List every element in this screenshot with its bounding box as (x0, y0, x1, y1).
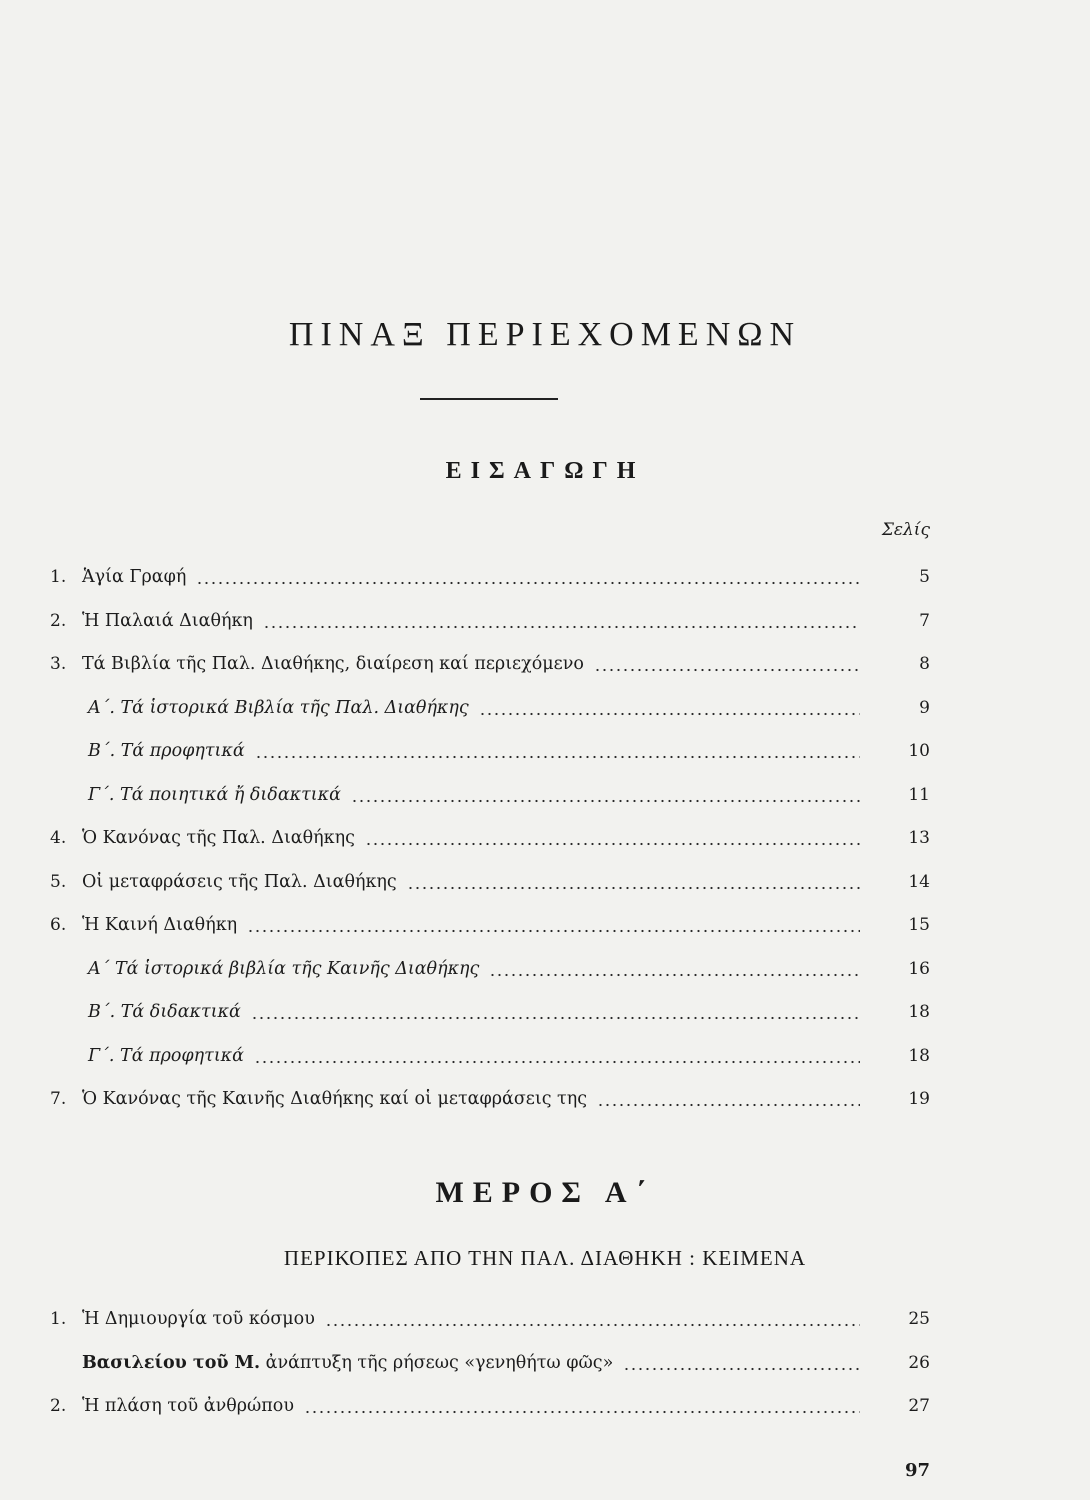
intro-heading: ΕΙΣΑΓΩΓΗ (445, 458, 645, 484)
entry-page: 11 (908, 784, 930, 805)
dot-leader (479, 712, 860, 716)
dot-leader (594, 668, 860, 672)
dot-leader (251, 1016, 860, 1020)
entry-page: 27 (908, 1396, 930, 1416)
entry-number: 1. (50, 1309, 67, 1329)
dot-leader (325, 1323, 860, 1327)
dot-leader (597, 1103, 860, 1107)
entry-title: Γ΄. Τά ποιητικά ἤ διδακτικά (88, 784, 341, 805)
dot-leader (365, 842, 860, 846)
entry-page: 9 (919, 697, 930, 718)
intro-entry (0, 567, 1090, 597)
entry-title: Ὁ Κανόνας τῆς Καινῆς Διαθήκης καί οἱ μεταφράσεις της (82, 1089, 588, 1109)
dot-leader (623, 1367, 860, 1371)
entry-page: 18 (908, 1002, 930, 1022)
entry-title: Ἡ πλάση τοῦ ἀνθρώπου (82, 1396, 294, 1416)
entry-title: Γ΄. Τά προφητικά (88, 1045, 244, 1066)
dot-leader (263, 625, 860, 629)
entry-title: Ὁ Κανόνας τῆς Παλ. Διαθήκης (82, 828, 355, 848)
dot-leader (247, 929, 860, 933)
intro-entry (0, 872, 1090, 902)
intro-entry (0, 915, 1090, 945)
page-column-label: Σελίς (881, 520, 930, 540)
entry-title: Β΄. Τά διδακτικά (88, 1002, 241, 1022)
intro-entry (0, 1089, 1090, 1119)
entry-page: 10 (908, 741, 930, 761)
intro-entry (0, 611, 1090, 641)
entry-page: 7 (919, 610, 930, 631)
entry-title: Τά Βιβλία τῆς Παλ. Διαθήκης, διαίρεση καί περιεχόμενο (82, 654, 584, 674)
entry-page: 26 (908, 1352, 930, 1373)
part-a-subheading: ΠΕΡΙΚΟΠΕΣ ΑΠΟ ΤΗΝ ΠΑΛ. ΔΙΑΘΗΚΗ : ΚΕΙΜΕΝΑ (283, 1246, 807, 1270)
entry-title: Ἡ Δημιουργία τοῦ κόσμου (82, 1309, 315, 1329)
entry-title: Βασιλείου τοῦ Μ. ἀνάπτυξη τῆς ρήσεως «γενηθήτω φῶς» (82, 1352, 614, 1373)
page-number: 97 (904, 1460, 930, 1481)
intro-entry (0, 654, 1090, 684)
part-a-entry (0, 1353, 1090, 1383)
intro-entry (0, 1002, 1090, 1032)
entry-number: 6. (50, 915, 67, 935)
title-rule (420, 398, 558, 400)
intro-entry (0, 698, 1090, 728)
entry-number: 7. (50, 1089, 67, 1109)
intro-entry (0, 785, 1090, 815)
intro-entry (0, 959, 1090, 989)
entry-title: Οἱ μεταφράσεις τῆς Παλ. Διαθήκης (82, 871, 397, 892)
entry-number: 2. (50, 1396, 67, 1416)
entry-page: 16 (908, 958, 930, 979)
entry-number: 5. (50, 871, 67, 892)
entry-title: Ἡ Παλαιά Διαθήκη (82, 610, 253, 631)
entry-number: 4. (50, 828, 67, 848)
intro-entry (0, 828, 1090, 858)
dot-leader (255, 755, 860, 759)
dot-leader (254, 1060, 860, 1064)
intro-entry (0, 741, 1090, 771)
entry-author: Βασιλείου τοῦ Μ. (82, 1352, 261, 1373)
entry-page: 14 (908, 871, 930, 892)
entry-title: Ἁγία Γραφή (82, 567, 187, 587)
entry-page: 18 (908, 1045, 930, 1066)
entry-title: Β΄. Τά προφητικά (88, 741, 245, 761)
entry-page: 15 (908, 915, 930, 935)
dot-leader (489, 973, 860, 977)
entry-number: 3. (50, 654, 67, 674)
entry-title: Α΄ Τά ἱστορικά βιβλία τῆς Καινῆς Διαθήκης (88, 958, 480, 979)
entry-title: Ἡ Καινή Διαθήκη (82, 915, 238, 935)
entry-number: 1. (50, 567, 67, 587)
entry-page: 13 (908, 828, 930, 848)
entry-title: Α΄. Τά ἱστορικά Βιβλία τῆς Παλ. Διαθήκης (88, 697, 469, 718)
part-a-heading: ΜΕΡΟΣ Α΄ (435, 1176, 655, 1209)
dot-leader (351, 799, 860, 803)
entry-page: 8 (919, 654, 930, 674)
intro-entry (0, 1046, 1090, 1076)
dot-leader (407, 886, 860, 890)
page-title: ΠΙΝΑΞ ΠΕΡΙΕΧΟΜΕΝΩΝ (288, 316, 802, 353)
entry-number: 2. (50, 610, 67, 631)
part-a-entry (0, 1309, 1090, 1339)
entry-page: 5 (919, 567, 930, 587)
entry-page: 25 (908, 1309, 930, 1329)
entry-page: 19 (908, 1089, 930, 1109)
dot-leader (304, 1410, 860, 1414)
part-a-entry (0, 1396, 1090, 1426)
dot-leader (196, 581, 860, 585)
